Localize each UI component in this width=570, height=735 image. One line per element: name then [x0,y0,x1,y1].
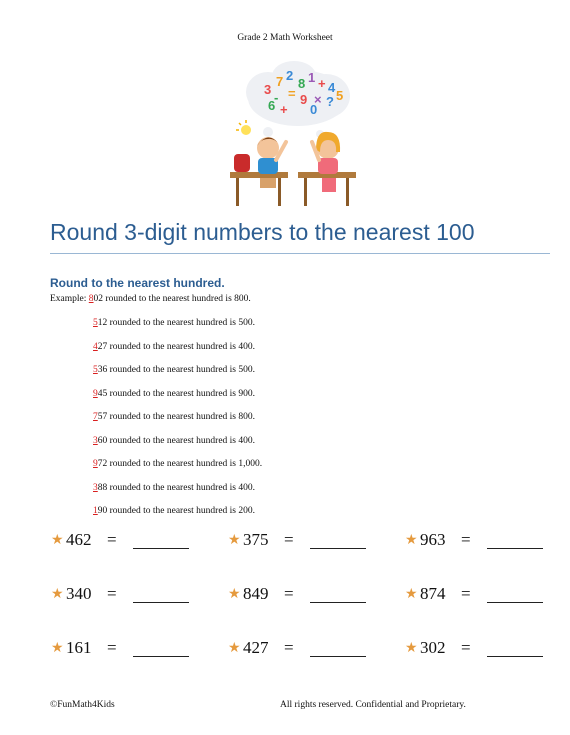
problem-item [51,527,228,553]
list-item [93,389,262,413]
cloud-symbol: 6 [268,98,276,113]
star-icon: ★ [405,532,418,548]
problem-number: 462 [66,530,92,549]
hundreds-digit: 1 [93,506,98,516]
star-icon: ★ [228,532,241,548]
cloud-symbol: 7 [276,74,284,89]
example-text: 88 rounded to the nearest hundred is 400. [97,482,255,493]
list-item [93,506,262,530]
boy-figure [257,137,286,188]
problem-item [405,527,551,553]
problem-number: 161 [66,638,92,657]
instructions-heading: Round to the nearest hundred. [50,276,225,290]
example-text: 45 rounded to the nearest hundred is 900. [97,388,255,399]
list-item [93,459,262,483]
problem-number: 874 [420,584,446,603]
example-text: 72 rounded to the nearest hundred is 1,000. [97,459,263,469]
problem-item [228,581,405,607]
problem-item [228,527,405,553]
problem-number: 375 [243,530,269,549]
list-item [93,365,262,389]
star-icon: ★ [405,640,418,656]
problem-item [228,635,405,661]
cloud-symbol: 5 [336,88,344,103]
cloud-symbol: × [314,92,322,107]
list-item [93,436,262,460]
list-item [93,342,262,366]
list-item [93,412,262,436]
cloud-symbol: 4 [328,80,336,95]
example-line [50,294,251,304]
cloud-symbol: ? [326,94,334,109]
answer-blank[interactable] [487,639,543,657]
hundreds-digit: 5 [93,318,98,328]
example-text: 27 rounded to the nearest hundred is 400. [97,341,255,352]
problem-item [51,635,228,661]
equals-sign: = [284,584,294,603]
answer-blank[interactable] [487,531,543,549]
hundreds-digit: 4 [93,341,98,352]
example-text: 57 rounded to the nearest hundred is 800. [97,412,255,422]
star-icon: ★ [228,640,241,656]
hundreds-digit: 5 [93,365,98,375]
backpack [234,154,250,172]
page-title: Round 3-digit numbers to the nearest 100 [50,219,475,245]
cloud-symbol: 2 [286,68,294,83]
star-icon: ★ [51,586,64,602]
girl-figure [312,132,340,192]
list-item [93,483,262,507]
star-icon: ★ [51,532,64,548]
answer-blank[interactable] [133,585,189,603]
lightbulb-icon [236,120,251,135]
cloud-symbol: 0 [310,102,318,117]
problem-number: 302 [420,638,446,657]
hundreds-digit: 9 [93,388,98,399]
equals-sign: = [284,530,294,549]
star-icon: ★ [405,586,418,602]
cloud-symbol: 9 [300,92,308,107]
hundreds-digit: 7 [93,412,98,422]
example-rest: 02 rounded to the nearest hundred is 800. [93,294,251,304]
equals-sign: = [107,530,117,549]
left-desk [230,172,288,178]
problem-number: 963 [420,530,446,549]
answer-blank[interactable] [133,639,189,657]
list-item [93,318,262,342]
problem-number: 340 [66,584,92,603]
example-hundreds-digit: 8 [88,294,94,304]
example-text: 60 rounded to the nearest hundred is 400. [97,435,255,446]
star-icon: ★ [228,586,241,602]
example-text: 12 rounded to the nearest hundred is 500. [97,318,255,328]
answer-blank[interactable] [310,585,366,603]
answer-blank[interactable] [487,585,543,603]
cloud-symbol: 1 [308,70,316,85]
equals-sign: = [107,638,117,657]
footer-rights: All rights reserved. Confidential and Proprietary. [280,700,466,710]
problem-item [405,581,551,607]
answer-blank[interactable] [133,531,189,549]
example-list [93,318,262,530]
cloud-symbol: + [318,76,326,91]
problem-number: 427 [243,638,269,657]
problem-item [405,635,551,661]
footer-copyright: ©FunMath4Kids [50,700,115,710]
equals-sign: = [461,584,471,603]
equals-sign: = [461,638,471,657]
example-text: 90 rounded to the nearest hundred is 200. [97,506,255,516]
cloud-symbol: 8 [298,76,306,91]
kids-math-illustration [228,60,360,210]
cloud-symbol: 3 [264,82,272,97]
star-icon: ★ [51,640,64,656]
equals-sign: = [284,638,294,657]
answer-blank[interactable] [310,639,366,657]
cloud-symbol: - [274,90,279,105]
cloud-symbol: = [288,86,296,101]
answer-blank[interactable] [310,531,366,549]
equals-sign: = [107,584,117,603]
hundreds-digit: 3 [93,482,98,493]
hundreds-digit: 3 [93,435,98,446]
cloud-symbol: + [280,102,288,117]
thought-cloud [246,61,350,138]
problem-grid [51,527,551,689]
problem-number: 849 [243,584,269,603]
title-divider [50,253,550,254]
problem-item [51,581,228,607]
worksheet-label: Grade 2 Math Worksheet [237,33,333,43]
example-prefix: Example: [50,294,89,304]
hundreds-digit: 9 [93,459,98,469]
example-text: 36 rounded to the nearest hundred is 500. [97,365,255,375]
equals-sign: = [461,530,471,549]
